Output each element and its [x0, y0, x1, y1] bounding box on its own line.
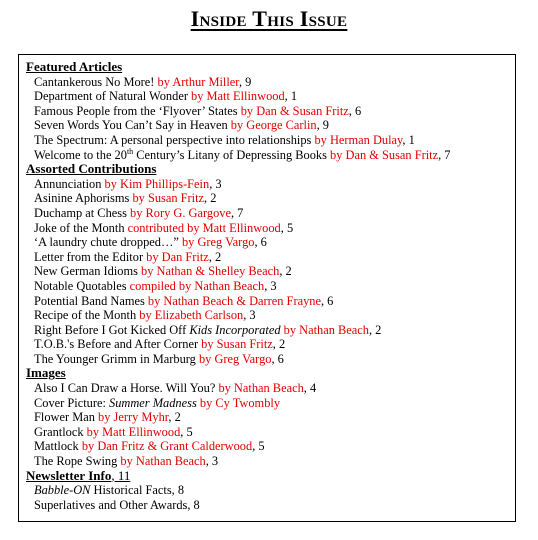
toc-entry: [26, 191, 515, 206]
toc-entry: [26, 89, 515, 104]
toc-entry: [26, 454, 515, 469]
toc-entry: [26, 294, 515, 309]
entry-text: Also I Can Draw a Horse. Will You?: [34, 381, 219, 396]
entry-text: , 5: [280, 220, 294, 235]
toc-entry: [26, 250, 515, 265]
entry-text: Cantankerous No More!: [34, 74, 158, 89]
entry-text: Department of Natural Wonder: [34, 89, 192, 104]
entry-text: Superlatives and Other Awards, 8: [34, 497, 200, 512]
toc-entry: [26, 75, 515, 90]
entry-text: , 1: [284, 89, 298, 104]
entry-text: , 9: [238, 74, 252, 89]
entry-superscript: th: [126, 146, 134, 156]
entry-author: by Susan Fritz: [132, 191, 205, 206]
entry-text: Flower Man: [34, 410, 99, 425]
entry-text: Joke of the Month: [34, 220, 128, 235]
entry-text: Century’s Litany of Depressing Books: [133, 147, 331, 162]
section-heading-text: Featured Articles: [26, 59, 123, 74]
entry-text: , 5: [252, 439, 265, 454]
entry-author: by Dan & Susan Fritz: [240, 103, 349, 118]
section-heading: [26, 366, 515, 381]
entry-text: , 2: [272, 337, 286, 352]
entry-text: The Younger Grimm in Marburg: [34, 351, 199, 366]
entry-text: , 3: [205, 454, 219, 469]
entry-text: , 5: [180, 424, 193, 439]
entry-text: Letter from the Editor: [34, 249, 147, 264]
entry-text: Mattlock: [34, 439, 82, 454]
entry-author: by Herman Dulay: [314, 132, 403, 147]
entry-italic-title: Summer Madness: [109, 395, 197, 410]
toc-entry: [26, 498, 515, 513]
entry-text: Duchamp at Chess: [34, 205, 131, 220]
entry-text: , 6: [271, 351, 284, 366]
entry-author: by Rory G. Gargove: [130, 205, 231, 220]
entry-author: by Kim Phillips-Fein: [104, 176, 210, 191]
section-heading-page: , 11: [111, 467, 131, 483]
entry-author: by Susan Fritz: [201, 337, 273, 352]
toc-entry: [26, 337, 515, 352]
entry-text: , 3: [264, 278, 277, 293]
toc-entry: [26, 381, 515, 396]
page-title: Inside This Issue: [190, 6, 348, 31]
entry-author: by Arthur Miller: [157, 74, 239, 89]
entry-author: contributed by Matt Ellinwood: [127, 220, 281, 235]
section-heading-text: Images: [26, 365, 66, 381]
entry-text: Right Before I Got Kicked Off: [34, 322, 190, 337]
entry-text: , 2: [208, 249, 222, 264]
toc-entry: [26, 264, 515, 279]
entry-author: by Matt Ellinwood: [86, 424, 181, 439]
entry-author: by George Carlin: [230, 118, 317, 133]
entry-author: by Nathan Beach: [283, 322, 369, 337]
entry-text: , 2: [168, 410, 181, 425]
entry-text: Recipe of the Month: [34, 308, 140, 323]
entry-author: compiled by Nathan Beach: [129, 278, 265, 293]
section-heading-text: Assorted Contributions: [26, 161, 157, 177]
section-heading: [26, 162, 515, 177]
entry-author: by Nathan & Shelley Beach: [141, 264, 280, 279]
entry-author: by Nathan Beach: [218, 381, 304, 396]
entry-text: , 9: [316, 118, 329, 133]
toc-entry: [26, 221, 515, 236]
entry-text: T.O.B.'s Before and After Corner: [34, 337, 202, 352]
entry-text: , 2: [279, 264, 292, 279]
toc-entry: [26, 396, 515, 411]
entry-text: Asinine Aphorisms: [34, 191, 133, 206]
entry-text: Annunciation: [34, 176, 105, 191]
entry-author: by Dan & Susan Fritz: [330, 147, 439, 162]
entry-text: Notable Quotables: [34, 278, 130, 293]
toc-entry: [26, 483, 515, 498]
entry-text: , 4: [303, 381, 317, 396]
entry-author: by Nathan Beach: [120, 454, 206, 469]
section-heading-text: Newsletter Info: [26, 467, 112, 483]
title-wrapper: [0, 6, 538, 32]
entry-italic-title: Kids Incorporated: [189, 322, 281, 337]
toc-entry: [26, 425, 515, 440]
entry-text: Historical Facts, 8: [90, 483, 185, 498]
entry-text: , 6: [348, 103, 362, 118]
entry-text: Welcome to the 20: [34, 147, 127, 162]
entry-author: by Dan Fritz: [146, 249, 209, 264]
entry-text: , 1: [402, 132, 415, 147]
entry-author: by Nathan Beach & Darren Frayne: [147, 293, 321, 308]
toc-entry: [26, 206, 515, 221]
toc-entry: [26, 410, 515, 425]
entry-text: , 6: [320, 293, 334, 308]
section-heading: [26, 60, 515, 75]
entry-text: Potential Band Names: [34, 293, 148, 308]
entry-text: , 3: [243, 308, 256, 323]
entry-text: Grantlock: [34, 424, 87, 439]
toc-entry: [26, 323, 515, 338]
entry-text: , 7: [438, 147, 451, 162]
entry-author: by Elizabeth Carlson: [139, 308, 244, 323]
entry-author: by Matt Ellinwood: [191, 89, 285, 104]
entry-author: by Jerry Myhr: [98, 410, 169, 425]
entry-text: Seven Words You Can’t Say in Heaven: [34, 118, 231, 133]
toc-entry: [26, 133, 515, 148]
entry-text: , 3: [209, 176, 222, 191]
entry-author: by Greg Vargo: [198, 351, 272, 366]
toc-entry: [26, 118, 515, 133]
entry-author: by Cy Twombly: [199, 395, 281, 410]
section-heading: [26, 469, 515, 484]
entry-text: Cover Picture:: [34, 395, 110, 410]
entry-text: , 2: [204, 191, 217, 206]
entry-text: , 6: [254, 235, 267, 250]
entry-text: The Rope Swing: [34, 454, 121, 469]
entry-text: , 7: [230, 205, 244, 220]
contents-box: [18, 54, 516, 522]
entry-text: New German Idioms: [34, 264, 142, 279]
entry-text: Famous People from the ‘Flyover’ States: [34, 103, 241, 118]
toc-entry: [26, 148, 515, 163]
entry-author: by Greg Vargo: [181, 235, 255, 250]
entry-text: , 2: [368, 322, 382, 337]
entry-author: by Dan Fritz & Grant Calderwood: [81, 439, 253, 454]
toc-entry: [26, 104, 515, 119]
entry-text: ‘A laundry chute dropped…”: [34, 235, 182, 250]
toc-entry: [26, 279, 515, 294]
toc-entry: [26, 308, 515, 323]
toc-entry: [26, 235, 515, 250]
toc-entry: [26, 439, 515, 454]
entry-text: The Spectrum: A personal perspective into relationships: [34, 132, 315, 147]
entry-italic-title: Babble-ON: [34, 483, 91, 498]
toc-entry: [26, 352, 515, 367]
toc-entry: [26, 177, 515, 192]
